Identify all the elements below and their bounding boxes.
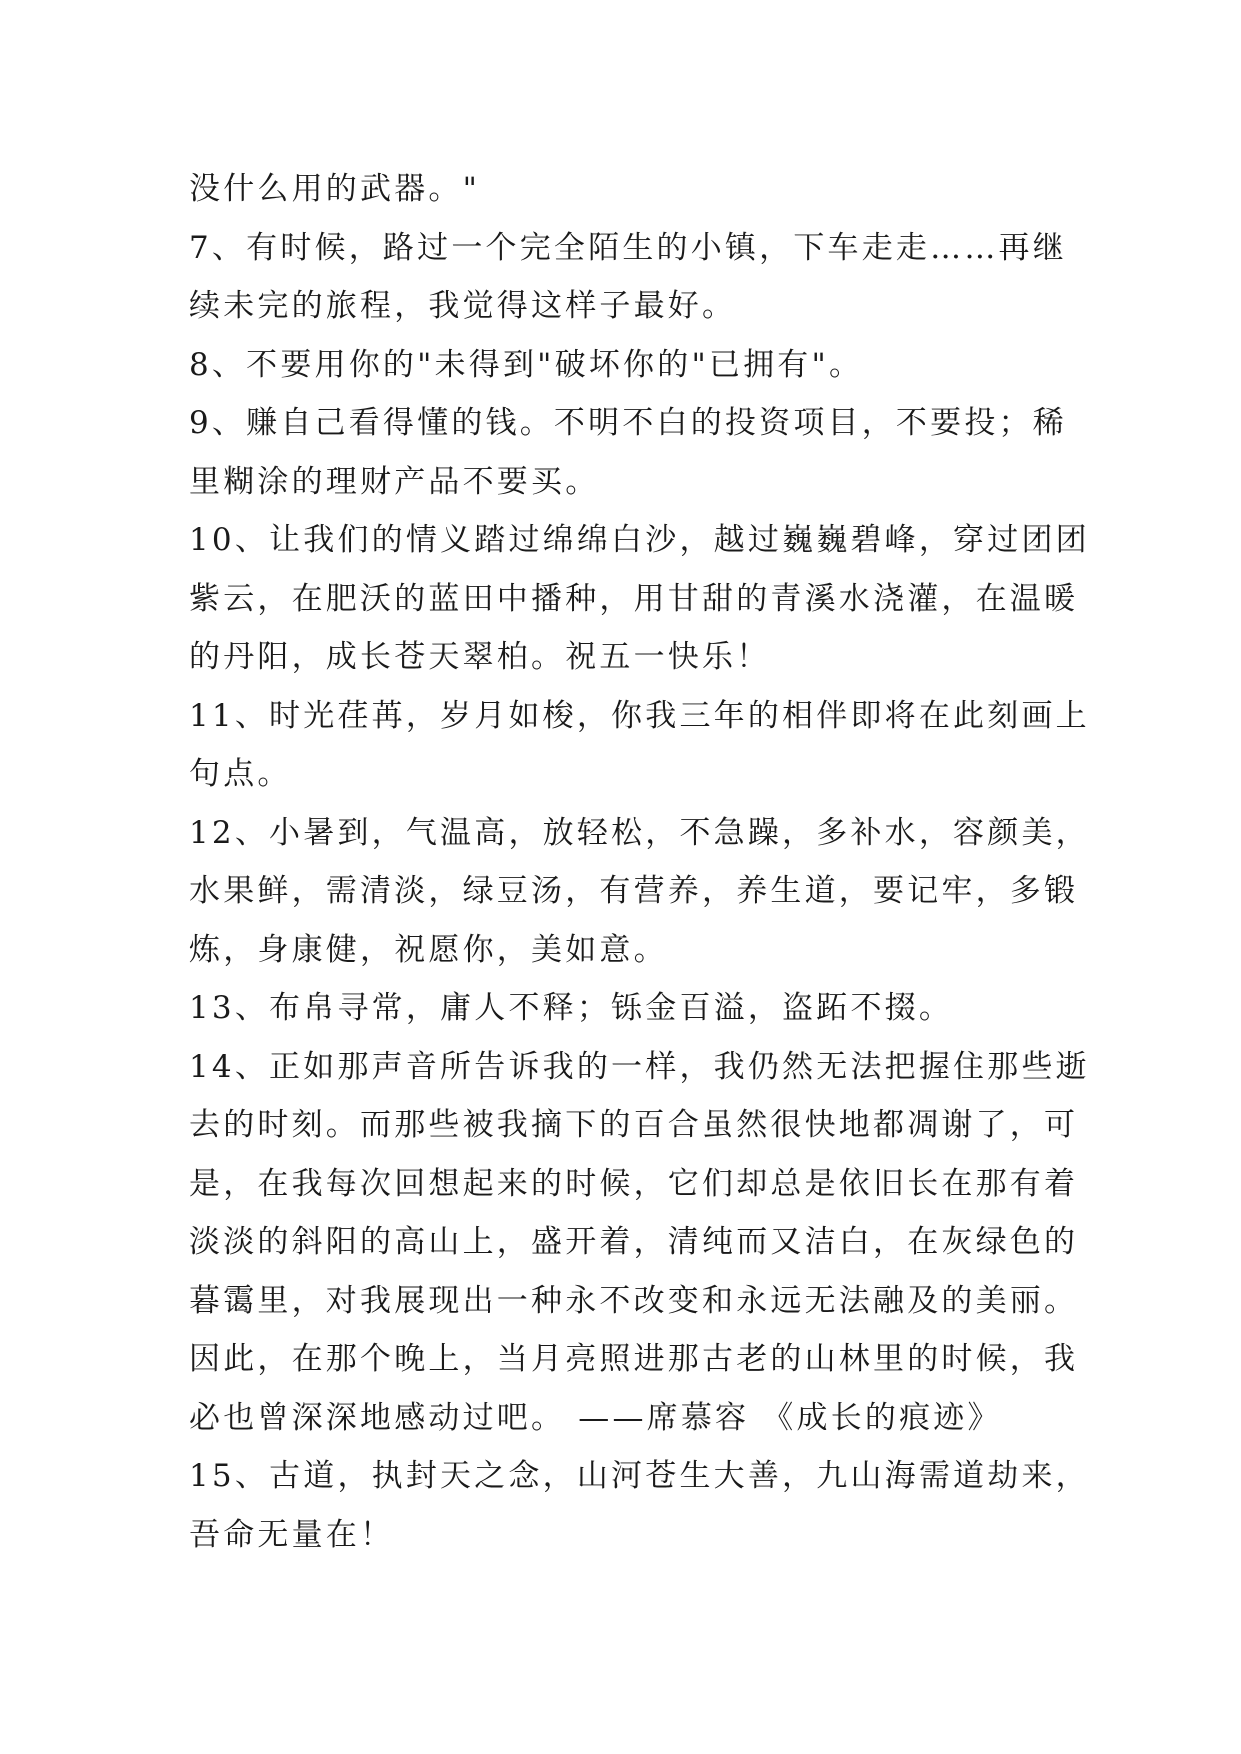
text-line: 水果鲜，需清淡，绿豆汤，有营养，养生道，要记牢，多锻 bbox=[189, 873, 1079, 909]
text-line: 必也曾深深地感动过吧。 ——席慕容 《成长的痕迹》 bbox=[189, 1399, 1002, 1436]
document-body bbox=[189, 160, 1090, 1564]
text-line: 紫云，在肥沃的蓝田中播种，用甘甜的青溪水浇灌，在温暖 bbox=[189, 580, 1079, 617]
text-line: 9、赚自己看得懂的钱。不明不白的投资项目，不要投；稀 bbox=[189, 405, 1067, 441]
text-line: 12、小暑到，气温高，放轻松，不急躁，多补水，容颜美， bbox=[189, 814, 1090, 851]
text-line: 吾命无量在！ bbox=[189, 1516, 395, 1553]
text-line: 淡淡的斜阳的高山上，盛开着，清纯而又洁白，在灰绿色的 bbox=[189, 1224, 1079, 1260]
text-line: 没什么用的武器。" bbox=[189, 171, 481, 207]
text-line: 去的时刻。而那些被我摘下的百合虽然很快地都凋谢了，可 bbox=[189, 1107, 1079, 1143]
text-line: 14、正如那声音所告诉我的一样，我仍然无法把握住那些逝 bbox=[189, 1048, 1090, 1085]
text-line: 8、不要用你的"未得到"破坏你的"已拥有"。 bbox=[189, 346, 864, 383]
text-line: 7、有时候，路过一个完全陌生的小镇，下车走走……再继 bbox=[189, 229, 1067, 266]
text-line: 续未完的旅程，我觉得这样子最好。 bbox=[189, 288, 737, 324]
text-line: 暮霭里，对我展现出一种永不改变和永远无法融及的美丽。 bbox=[189, 1282, 1079, 1319]
text-line: 10、让我们的情义踏过绵绵白沙，越过巍巍碧峰，穿过团团 bbox=[189, 522, 1090, 558]
text-line: 里糊涂的理财产品不要买。 bbox=[189, 463, 600, 500]
text-line: 13、布帛寻常，庸人不释；铄金百溢，盗跖不掇。 bbox=[189, 990, 954, 1026]
text-line: 炼，身康健，祝愿你，美如意。 bbox=[189, 931, 668, 968]
text-line: 15、古道，执封天之念，山河苍生大善，九山海需道劫来， bbox=[189, 1458, 1090, 1494]
text-line: 是，在我每次回想起来的时候，它们却总是依旧长在那有着 bbox=[189, 1165, 1079, 1202]
text-line: 因此，在那个晚上，当月亮照进那古老的山林里的时候，我 bbox=[189, 1341, 1079, 1377]
text-line: 句点。 bbox=[189, 756, 292, 792]
text-line: 11、时光荏苒，岁月如梭，你我三年的相伴即将在此刻画上 bbox=[189, 697, 1090, 734]
text-line: 的丹阳，成长苍天翠柏。祝五一快乐！ bbox=[189, 639, 771, 675]
